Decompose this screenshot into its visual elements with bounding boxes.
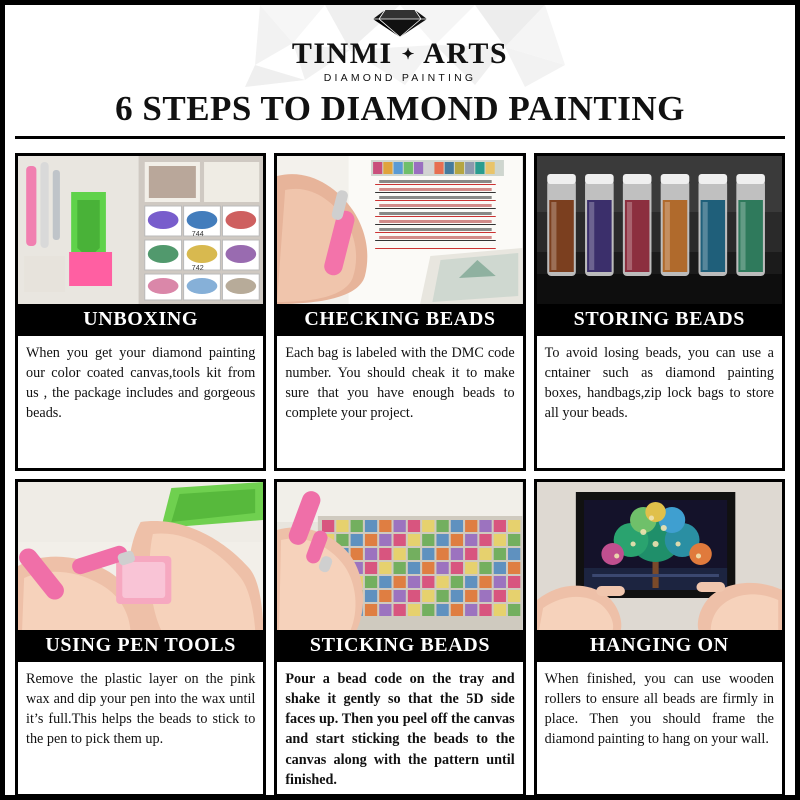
title-section <box>5 87 795 145</box>
step-label-sticking-beads: STICKING BEADS <box>277 630 522 662</box>
step-label-unboxing: UNBOXING <box>18 304 263 336</box>
star-icon: ✦ <box>401 47 416 63</box>
sticking-beads-photo <box>277 482 522 630</box>
page-title: 6 STEPS TO DIAMOND PAINTING <box>115 89 685 128</box>
step-label-storing-beads: STORING BEADS <box>537 304 782 336</box>
header <box>5 5 795 87</box>
step-text-checking-beads: Each bag is labeled with the DMC code number. You should cheak it to make sure that you have enough beads to complete your project. <box>285 345 515 422</box>
step-label-checking-beads: CHECKING BEADS <box>277 304 522 336</box>
using-pen-tools-photo <box>18 482 263 630</box>
step-label-hanging-on: HANGING ON <box>537 630 782 662</box>
step-card-using-pen-tools <box>15 479 266 797</box>
step-text-hanging-on: When finished, you can use wooden rollers to ensure all beads are firmly in place. Then you should frame the diamond painting to hang on your wall. <box>544 670 774 748</box>
step-card-hanging-on <box>534 479 785 797</box>
step-text-unboxing: When you get your diamond painting our color coated canvas,tools kit from us , the package includes and gorgeous beads. <box>26 345 256 422</box>
title-divider <box>15 136 785 139</box>
steps-grid <box>5 145 795 800</box>
step-card-unboxing <box>15 153 266 471</box>
logo-block <box>292 8 508 84</box>
storing-beads-photo <box>537 156 782 304</box>
checking-beads-photo <box>277 156 522 304</box>
step-text-storing-beads: To avoid losing beads, you can use a cntainer such as diamond painting boxes, handbags,zip lock bags to store all your beads. <box>544 345 774 422</box>
step-card-storing-beads <box>534 153 785 471</box>
step-card-sticking-beads <box>274 479 525 797</box>
step-text-using-pen-tools: Remove the plastic layer on the pink wax and dip your pen into the wax until it’s full.This helps the beads to stick to the pen to pick them up. <box>26 670 256 748</box>
brand-text-first: TINMI ✦ ARTS <box>291 37 509 70</box>
step-label-using-pen-tools: USING PEN TOOLS <box>18 630 263 662</box>
step-text-sticking-beads: Pour a bead code on the tray and shake it gently so that the 5D side faces up. Then you peel off the canvas and start sticking the beads to the canvas along with the pattern until finished. <box>285 670 515 788</box>
unboxing-photo <box>18 156 263 304</box>
step-card-checking-beads <box>274 153 525 471</box>
diamond-icon <box>371 8 429 38</box>
svg-text:744: 744 <box>191 231 204 238</box>
svg-text:742: 742 <box>191 265 204 272</box>
brand-name <box>292 39 508 69</box>
brand-tagline: DIAMOND PAINTING <box>323 72 477 84</box>
hanging-on-photo <box>537 482 782 630</box>
